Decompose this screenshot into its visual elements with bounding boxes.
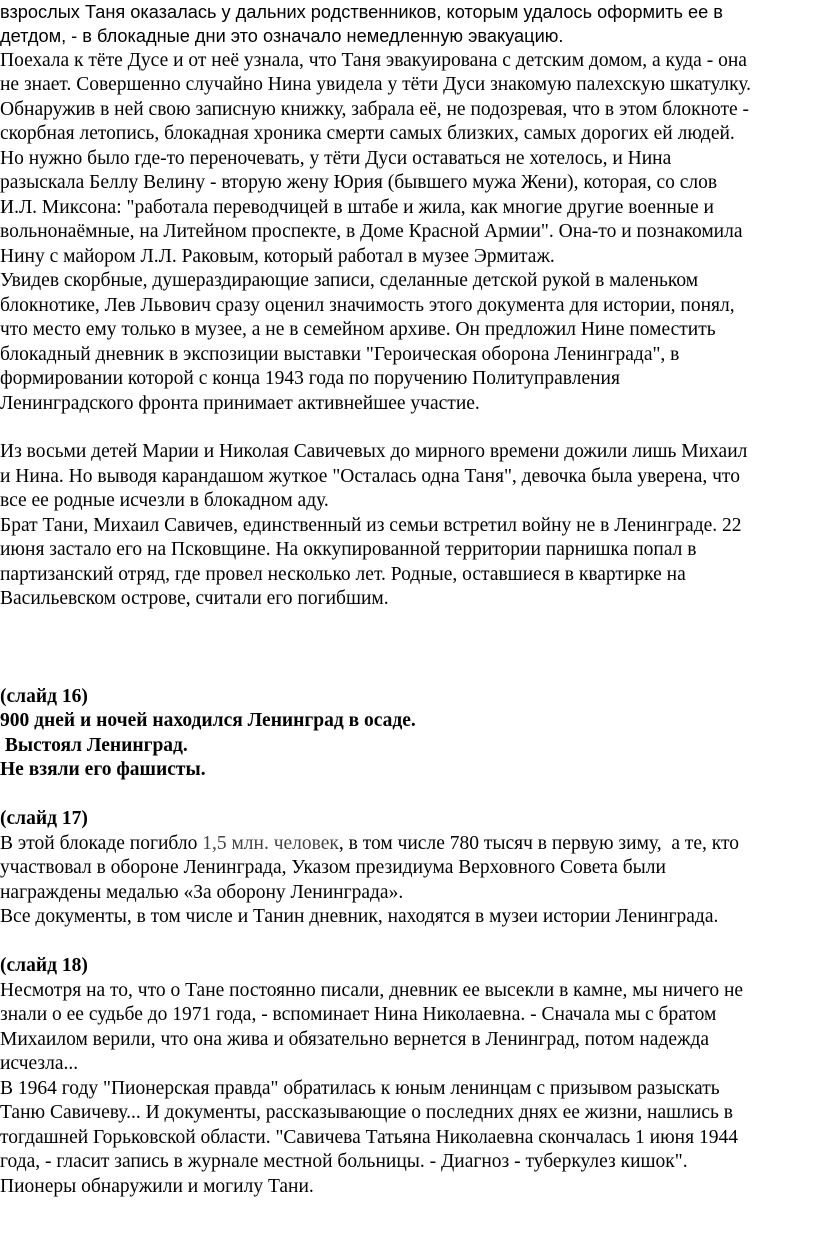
highlighted-figure: 1,5 млн. человек xyxy=(202,833,339,854)
text-line: блокнотике, Лев Львович сразу оценил значимость этого документа для истории, понял, xyxy=(0,295,735,316)
text-line: Ленинградского фронта принимает активнейшее участие. xyxy=(0,393,480,414)
text-line: детдом, - в блокадные дни это означало немедленную эвакуацию. xyxy=(0,26,564,46)
text-line: Увидев скорбные, душераздирающие записи, сделанные детской рукой в маленьком xyxy=(0,270,699,291)
text-line: награждены медалью «За оборону Ленинграда». xyxy=(0,882,404,903)
text-line: Несмотря на то, что о Тане постоянно писали, дневник ее высекли в камне, мы ничего не xyxy=(0,980,744,1001)
text-span: В этой блокаде погибло xyxy=(0,833,203,854)
text-line: Все документы, в том числе и Танин дневник, находятся в музеи истории Ленинграда. xyxy=(0,906,719,927)
text-line: знали о ее судьбе до 1971 года, - вспоминает Нина Николаевна. - Сначала мы с братом xyxy=(0,1004,717,1025)
text-line: тогдашней Горьковской области. "Савичева Татьяна Николаевна скончалась 1 июня 1944 xyxy=(0,1127,738,1148)
text-line: июня застало его на Псковщине. На оккупированной территории парнишка попал в xyxy=(0,539,697,560)
bold-line: Выстоял Ленинград. xyxy=(0,735,188,756)
text-line: все ее родные исчезли в блокадном аду. xyxy=(0,490,329,511)
text-line: взрослых Таня оказалась у дальних родственников, которым удалось оформить ее в xyxy=(0,2,723,22)
slide-heading: (слайд 18) xyxy=(0,955,88,976)
text-line: В 1964 году "Пионерская правда" обратилась к юным ленинцам с призывом разыскать xyxy=(0,1078,720,1099)
text-span: , в том числе 780 тысяч в первую зиму, а те, кто xyxy=(338,833,740,854)
text-line: формировании которой с конца 1943 года по поручению Политуправления xyxy=(0,368,620,389)
bold-line: Не взяли его фашисты. xyxy=(0,759,206,780)
text-line: скорбная летопись, блокадная хроника смерти самых близких, самых дорогих ей людей. xyxy=(0,123,735,144)
text-line xyxy=(0,832,816,856)
slide-heading: (слайд 17) xyxy=(0,808,88,829)
text-line: И.Л. Миксона: "работала переводчицей в штабе и жила, как многие другие военные и xyxy=(0,197,714,218)
slide-heading: (слайд 16) xyxy=(0,686,88,707)
text-line: Нину с майором Л.Л. Раковым, который работал в музее Эрмитаж. xyxy=(0,246,555,267)
text-line: что место ему только в музее, а не в семейном архиве. Он предложил Нине поместить xyxy=(0,319,716,340)
text-line: блокадный дневник в экспозиции выставки "Героическая оборона Ленинграда", в xyxy=(0,344,680,365)
text-line: и Нина. Но выводя карандашом жуткое "Осталась одна Таня", девочка была уверена, что xyxy=(0,466,740,487)
text-line: Обнаружив в ней свою записную книжку, забрала её, не подозревая, что в этом блокноте - xyxy=(0,99,750,120)
text-line: разыскала Беллу Велину - вторую жену Юрия (бывшего мужа Жени), которая, со слов xyxy=(0,172,718,193)
text-line: Поехала к тёте Дусе и от неё узнала, что Таня эвакуирована с детским домом, а куда - она xyxy=(0,50,747,71)
text-line: исчезла... xyxy=(0,1053,79,1074)
text-line: Васильевском острове, считали его погибшим. xyxy=(0,588,389,609)
text-line: Из восьми детей Марии и Николая Савичевых до мирного времени дожили лишь Михаил xyxy=(0,441,748,462)
text-line: года, - гласит запись в журнале местной больницы. - Диагноз - туберкулез кишок". xyxy=(0,1151,688,1172)
text-line: Брат Тани, Михаил Савичев, единственный из семьи встретил войну не в Ленинграде. 22 xyxy=(0,515,742,536)
text-line: партизанский отряд, где провел несколько лет. Родные, оставшиеся в квартирке на xyxy=(0,564,686,585)
text-line: участвовал в обороне Ленинграда, Указом президиума Верховного Совета были xyxy=(0,857,666,878)
text-line: Пионеры обнаружили и могилу Тани. xyxy=(0,1176,314,1197)
text-line: Но нужно было где-то переночевать, у тёти Дуси оставаться не хотелось, и Нина xyxy=(0,148,672,169)
text-line: не знает. Совершенно случайно Нина увидела у тёти Дуси знакомую палехскую шкатулку. xyxy=(0,74,752,95)
bold-line: 900 дней и ночей находился Ленинград в осаде. xyxy=(0,710,416,731)
text-line: вольнонаёмные, на Литейном проспекте, в Доме Красной Армии". Она-то и познакомила xyxy=(0,221,743,242)
text-line: Таню Савичеву... И документы, рассказывающие о последних днях ее жизни, нашлись в xyxy=(0,1102,733,1123)
text-line: Михаилом верили, что она жива и обязательно вернется в Ленинград, потом надежда xyxy=(0,1029,710,1050)
